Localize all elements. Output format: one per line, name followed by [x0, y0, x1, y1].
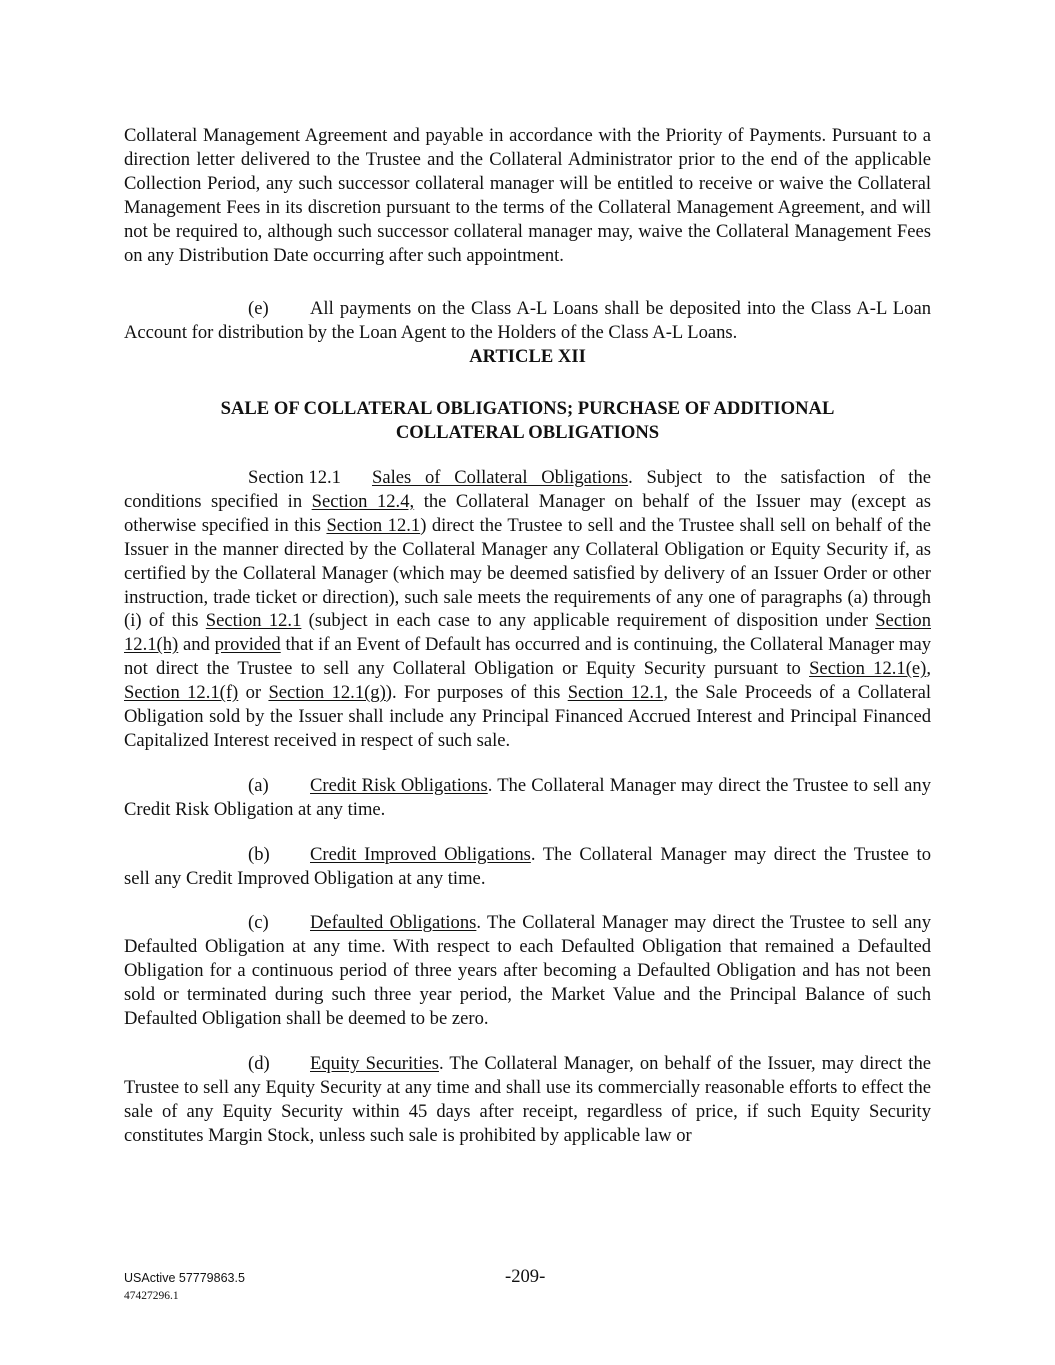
cross-reference: Section 12.1: [326, 514, 421, 536]
section-text: ) direct the Trustee to sell and the Trustee shall sell on behalf of the Issuer in the manner directed by the Collateral Manager any Collateral Obligation or Equity Security if, as certified by the Collateral Manager (which may be deemed satisfied by delivery of an Issuer Order or other instruction, trade ticket or direction), such sale meets the requirements of any one of paragraphs (a) through (i) of this: [124, 514, 931, 632]
paragraph-a-heading: Credit Risk Obligations: [310, 774, 488, 796]
paragraph-a-text: . The Collateral Manager may direct the Trustee to sell any Credit Risk Obligation at any time.: [124, 774, 932, 820]
article-title-line-2: COLLATERAL OBLIGATIONS: [395, 422, 660, 444]
paragraph-d-text: . The Collateral Manager, on behalf of the Issuer, may direct the Trustee to sell any Equity Security at any time and shall use its commercially reasonable efforts to effect the sale of any Equity Security within 45 days after receipt, regardless of price, if such Equity Security constitutes Margin Stock, unless such sale is prohibited by applicable law or: [124, 1053, 931, 1146]
paragraph-e-text: All payments on the Class A-L Loans shall be deposited into the Class A-L Loan Account for distribution by the Loan Agent to the Holders of the Class A-L Loans.: [124, 298, 931, 344]
cross-reference: Section 12.1: [567, 682, 664, 704]
section-text: or: [238, 682, 269, 704]
section-12-1-paragraph: [124, 466, 931, 753]
paragraph-b-text: . The Collateral Manager may direct the Trustee to sell any Credit Improved Obligation at any time.: [124, 843, 932, 889]
cross-reference: Section 12.1(h): [124, 610, 931, 656]
paragraph-d-heading: Equity Securities: [310, 1053, 439, 1074]
paragraph-d: [124, 1052, 931, 1148]
section-text: and: [178, 634, 215, 656]
footer-document-id-secondary: 47427296.1: [124, 1290, 179, 1302]
continuation-paragraph: Collateral Management Agreement and payable in accordance with the Priority of Payments. Pursuant to a direction letter delivered to the Trustee and the Collateral Administrator prior to the end of the applicable Collection Period, any such successor collateral manager will be entitled to receive or waive the Collateral Management Fees in its discretion pursuant to the terms of the Collateral Management Agreement, and will not be required to, although such successor collateral manager may, waive the Collateral Management Fees on any Distribution Date occurring after such appointment.: [124, 125, 931, 266]
paragraph-d-label: (d): [248, 1053, 270, 1074]
section-text: the Collateral Manager on behalf of the Issuer may (except as otherwise specified in this: [124, 490, 931, 536]
cross-reference: Section 12.1(e): [809, 658, 927, 680]
paragraph-c: [124, 911, 931, 1031]
article-title-line-1: SALE OF COLLATERAL OBLIGATIONS; PURCHASE OF ADDITIONAL: [220, 398, 835, 420]
paragraph-b-label: (b): [248, 843, 270, 865]
cross-reference: Section 12.4,: [311, 490, 415, 512]
section-text: . Subject to the satisfaction of the conditions specified in: [124, 466, 932, 512]
cross-reference: Section 12.1: [205, 610, 302, 632]
provided-term: provided: [214, 634, 281, 656]
article-number: ARTICLE XII: [469, 346, 586, 368]
cross-reference: Section 12.1(g): [268, 682, 386, 704]
page-number: -209-: [505, 1266, 546, 1287]
paragraph-e-label: (e): [248, 298, 269, 320]
section-text: , the Sale Proceeds of a Collateral Obligation sold by the Issuer shall include any Principal Financed Accrued Interest and Principal Financed Capitalized Interest received in respect of such sale.: [124, 682, 932, 751]
paragraph-c-heading: Defaulted Obligations: [310, 912, 477, 934]
section-number: Section 12.1: [248, 466, 341, 488]
section-text: ,: [926, 658, 931, 680]
paragraph-c-label: (c): [248, 912, 269, 934]
paragraph-a: [124, 774, 931, 822]
section-text: ). For purposes of this: [385, 682, 568, 704]
paragraph-e: [124, 297, 931, 345]
paragraph-a-label: (a): [248, 774, 269, 796]
section-text: that if an Event of Default has occurred and is continuing, the Collateral Manager may not direct the Trustee to sell any Collateral Obligation or Equity Security pursuant to: [124, 634, 931, 680]
article-title: [124, 397, 931, 445]
paragraph-b-heading: Credit Improved Obligations: [310, 843, 531, 865]
section-text: (subject in each case to any applicable requirement of disposition under: [301, 610, 876, 632]
paragraph-c-text: . The Collateral Manager may direct the Trustee to sell any Defaulted Obligation at any time. With respect to each Defaulted Obligation that remained a Defaulted Obligation for a continuous period of three years after becoming a Defaulted Obligation and has not been sold or terminated during such three year period, the Market Value and the Principal Balance of such Defaulted Obligation shall be deemed to be zero.: [124, 912, 931, 1030]
section-heading: Sales of Collateral Obligations: [372, 466, 629, 488]
footer-document-id: USActive 57779863.5: [124, 1271, 245, 1285]
document-page: [124, 124, 931, 1148]
cross-reference: Section 12.1(f): [124, 682, 239, 704]
paragraph-b: [124, 843, 931, 891]
